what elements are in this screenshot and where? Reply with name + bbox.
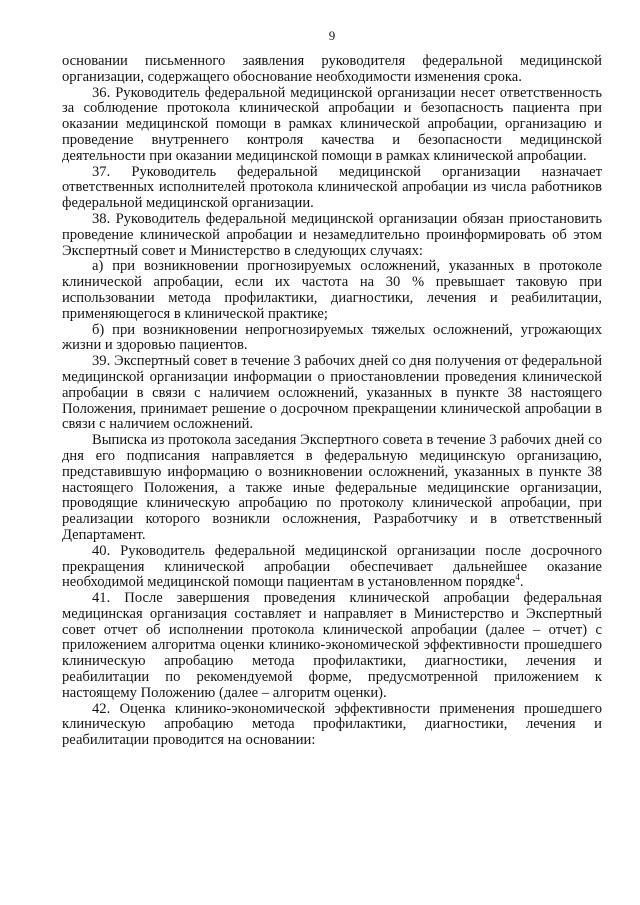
page-number: 9 bbox=[328, 28, 336, 43]
paragraph-39: 39. Экспертный совет в течение 3 рабочих дней со дня получения от федеральной медицинской организации информации о приостановлении проведения клинической апробации в связи с наличием осложнений, указанных в пункте 38 настоящего Положения, принимает решение о досрочном прекращении клинической апробации в связи с наличием осложнений. bbox=[62, 353, 602, 433]
paragraph-40-tail: . bbox=[519, 574, 524, 591]
paragraph-39-extract: Выписка из протокола заседания Экспертного совета в течение 3 рабочих дней со дня его подписания направляется в федеральную медицинскую организацию, представившую информацию о возникновении осложнений, указанных в пункте 38 настоящего Положения, а также иные федеральные медицинские организации, проводящие клиническую апробацию по протоколу клинической апробации, при реализации которого возникли осложнения, Разработчику и в ответственный Департамент. bbox=[62, 432, 602, 543]
footnote-marker: 4 bbox=[515, 572, 520, 583]
paragraph-continuation: основании письменного заявления руководителя федеральной медицинской организации, содержащего обоснование необходимости изменения срока. bbox=[62, 53, 602, 85]
paragraph-38-b: б) при возникновении непрогнозируемых тяжелых осложнений, угрожающих жизни и здоровью пациентов. bbox=[62, 321, 602, 354]
paragraph-38-a: а) при возникновении прогнозируемых осложнений, указанных в протоколе клинической апробации, если их частота на 30 % превышает таковую при использовании метода профилактики, диагностики, лечения и реабилитации, применяющегося в клинической практике; bbox=[62, 258, 602, 322]
paragraph-40-text: 40. Руководитель федеральной медицинской организации после досрочного прекращения клинической апробации обеспечивает дальнейшее оказание необходимой медицинской помощи пациентам в установленном порядке bbox=[62, 542, 602, 591]
paragraph-37: 37. Руководитель федеральной медицинской организации назначает ответственных исполнителей протокола клинической апробации из числа работников федеральной медицинской организации. bbox=[62, 163, 602, 212]
paragraph-42: 42. Оценка клинико-экономической эффективности применения прошедшего клиническую апробацию метода профилактики, диагностики, лечения и реабилитации проводится на основании: bbox=[62, 700, 602, 749]
paragraph-38: 38. Руководитель федеральной медицинской организации обязан приостановить проведение клинической апробации и незамедлительно проинформировать об этом Экспертный совет и Министерство в следующих случаях: bbox=[62, 210, 602, 259]
paragraph-41: 41. После завершения проведения клинической апробации федеральная медицинская организация составляет и направляет в Министерство и Экспертный совет отчет об исполнении протокола клинической апробации (далее – отчет) с приложением алгоритма оценки клинико-экономической эффективности прошедшего клиническую апробацию метода профилактики, диагностики, лечения и реабилитации по рекомендуемой форме, предусмотренной приложением к настоящему Положению (далее – алгоритм оценки). bbox=[62, 590, 602, 701]
paragraph-36: 36. Руководитель федеральной медицинской организации несет ответственность за соблюдение протокола клинической апробации и безопасность пациента при оказании медицинской помощи в рамках клинической апробации, организацию и проведение внутреннего контроля качества и безопасности медицинской деятельности при оказании медицинской помощи в рамках клинической апробации. bbox=[62, 84, 602, 164]
paragraph-40 bbox=[62, 544, 602, 591]
